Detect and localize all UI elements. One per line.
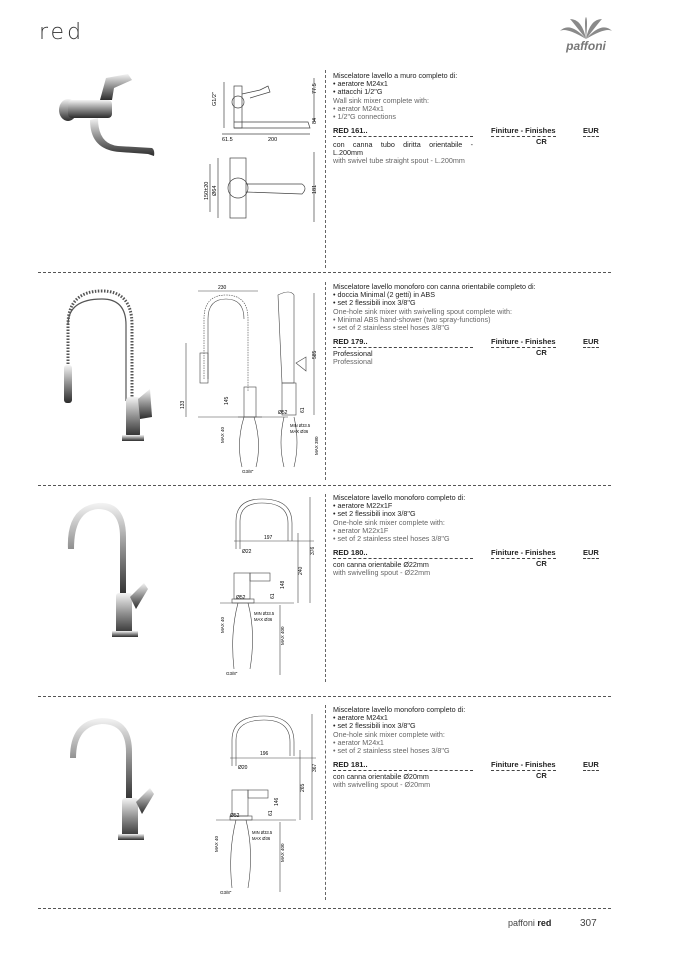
- dimension-label: 133: [180, 400, 186, 409]
- column-divider: [325, 494, 326, 682]
- dimension-label: 230: [218, 285, 227, 291]
- eur-header: EUR: [583, 337, 599, 346]
- description-en: One-hole sink mixer with swivelling spout complete with:: [333, 306, 512, 316]
- dimension-label: 367: [312, 763, 318, 772]
- feature-item: • set of 2 stainless steel hoses 3/8"G: [340, 747, 613, 755]
- feature-item: • aeratore M24x1: [340, 714, 613, 722]
- dimension-label: MIN Ø33.5: [254, 611, 275, 616]
- dimension-label: MIN Ø33.5: [290, 423, 311, 428]
- logo-fan-icon: [556, 17, 616, 41]
- dimension-label: 200: [268, 137, 278, 143]
- dimension-label: 84: [312, 117, 318, 124]
- product-code: RED 161..: [333, 126, 473, 137]
- finish-code: CR: [536, 348, 547, 357]
- dimension-label: 145: [224, 396, 230, 405]
- product-code: RED 179..: [333, 337, 473, 348]
- variant-en: with swivelling spout - Ø20mm: [333, 780, 431, 790]
- dimension-label: MIN Ø33.5: [252, 830, 273, 835]
- dimension-label: MAX 40: [214, 835, 219, 852]
- feature-item: • attacchi 1/2"G: [340, 88, 613, 96]
- dimension-label: 240: [298, 566, 304, 575]
- brand-logo: [556, 17, 616, 57]
- product-variant: [333, 561, 473, 577]
- dimension-label: 77.5: [312, 83, 318, 94]
- dimension-label: 376: [310, 546, 316, 555]
- dimension-label: 181: [312, 184, 318, 194]
- finishes-header: Finiture - Finishes: [491, 760, 556, 769]
- dimension-label: 146: [274, 797, 280, 806]
- dimension-label: MAX 400: [280, 843, 285, 862]
- dimension-label: Ø52: [278, 410, 288, 416]
- finish-code: CR: [536, 771, 547, 780]
- footer-brand-name: paffoni: [508, 918, 535, 928]
- variant-it: con canna orientabile Ø22mm: [333, 560, 429, 569]
- feature-item: • aerator M24x1: [340, 739, 613, 747]
- features-it: [333, 502, 613, 518]
- product-variant: [333, 350, 473, 366]
- dimension-label: MAX 400: [280, 626, 285, 645]
- feature-item: • set 2 flessibili inox 3/8"G: [340, 722, 613, 730]
- dimension-label: 150±20: [204, 181, 210, 200]
- feature-item: • 1/2"G connections: [340, 113, 613, 121]
- dimension-label: MAX Ø36: [290, 429, 309, 434]
- product-photo-red-181: [62, 712, 162, 852]
- product-description: [333, 72, 613, 121]
- description-en: Wall sink mixer complete with:: [333, 95, 429, 105]
- column-divider: [325, 705, 326, 900]
- collection-title: red: [39, 20, 85, 45]
- logo-text: paffoni: [566, 39, 606, 53]
- product-photo-red-179: [46, 285, 158, 447]
- dimension-label: MAX Ø36: [254, 617, 273, 622]
- dimension-label: G3/8": [242, 469, 254, 473]
- product-photo-red-180: [60, 497, 160, 647]
- product-variant: [333, 773, 473, 789]
- dimension-label: 197: [264, 535, 273, 541]
- dimension-label: 61: [300, 407, 306, 413]
- features-en: [333, 105, 613, 121]
- product-code: RED 181..: [333, 760, 473, 771]
- column-divider: [325, 282, 326, 480]
- dimension-label: Ø52: [236, 595, 246, 601]
- feature-item: • aeratore M22x1F: [340, 502, 613, 510]
- dimension-label: 196: [260, 751, 269, 757]
- feature-item: • aerator M22x1F: [340, 527, 613, 535]
- dimension-label: MAX 380: [314, 436, 319, 455]
- section-divider: [38, 485, 611, 486]
- description-en: One-hole sink mixer complete with:: [333, 729, 445, 739]
- dimension-label: MAX Ø36: [252, 836, 271, 841]
- description-it: Miscelatore lavello a muro completo di:: [333, 71, 458, 80]
- dimension-label: Ø64: [212, 185, 218, 196]
- technical-drawing-red-179: [178, 283, 323, 473]
- dimension-label: Ø20: [238, 765, 248, 771]
- dimension-label: G3/8": [226, 671, 238, 676]
- product-code: RED 180..: [333, 548, 473, 559]
- variant-it: con canna tubo diritta orientabile - L.200mm: [333, 140, 473, 158]
- finishes-header: Finiture - Finishes: [491, 548, 556, 557]
- dimension-label: MAX 40: [220, 616, 225, 633]
- eur-header: EUR: [583, 760, 599, 769]
- eur-header: EUR: [583, 548, 599, 557]
- features-en: [333, 316, 613, 332]
- finish-code: CR: [536, 137, 547, 146]
- feature-item: • set of 2 stainless steel hoses 3/8"G: [340, 535, 613, 543]
- product-description: [333, 283, 613, 332]
- dimension-label: G1/2": [212, 92, 218, 106]
- eur-header: EUR: [583, 126, 599, 135]
- finish-code: CR: [536, 559, 547, 568]
- product-description: [333, 706, 613, 755]
- section-divider: [38, 696, 611, 697]
- description-it: Miscelatore lavello monoforo completo di:: [333, 493, 466, 502]
- section-divider: [38, 272, 611, 273]
- technical-drawing-red-161: [198, 72, 323, 227]
- footer-line-name: red: [537, 918, 552, 928]
- dimension-label: 61: [268, 810, 274, 816]
- dimension-label: Ø52: [230, 813, 240, 819]
- features-en: [333, 527, 613, 543]
- description-en: One-hole sink mixer complete with:: [333, 517, 445, 527]
- variant-en: with swivel tube straight spout - L.200mm: [333, 156, 465, 166]
- footer-brand: [508, 918, 551, 928]
- features-it: [333, 714, 613, 730]
- variant-it: Professional: [333, 349, 373, 358]
- feature-item: • aerator M24x1: [340, 105, 613, 113]
- technical-drawing-red-181: [206, 706, 322, 896]
- dimension-label: 148: [280, 580, 286, 589]
- dimension-label: Ø22: [242, 549, 252, 555]
- variant-en: Professional: [333, 357, 373, 367]
- feature-item: • set 2 flessibili inox 3/8"G: [340, 299, 613, 307]
- dimension-label: G3/8": [220, 890, 232, 895]
- finishes-header: Finiture - Finishes: [491, 337, 556, 346]
- description-it: Miscelatore lavello monoforo completo di:: [333, 705, 466, 714]
- features-it: [333, 291, 613, 307]
- finishes-header: Finiture - Finishes: [491, 126, 556, 135]
- description-it: Miscelatore lavello monoforo con canna orientabile completo di:: [333, 282, 536, 291]
- dimension-label: 61: [270, 593, 276, 599]
- dimension-label: MAX 40: [220, 426, 225, 443]
- product-photo-red-161: [58, 70, 160, 162]
- feature-item: • aeratore M24x1: [340, 80, 613, 88]
- technical-drawing-red-180: [210, 493, 322, 679]
- variant-it: con canna orientabile Ø20mm: [333, 772, 429, 781]
- column-divider: [325, 70, 326, 268]
- feature-item: • set 2 flessibili inox 3/8"G: [340, 510, 613, 518]
- features-en: [333, 739, 613, 755]
- product-description: [333, 494, 613, 543]
- product-variant: [333, 141, 473, 166]
- variant-en: with swivelling spout - Ø22mm: [333, 568, 431, 578]
- page-number: 307: [580, 918, 597, 929]
- section-divider: [38, 908, 611, 909]
- features-it: [333, 80, 613, 96]
- dimension-label: 61.5: [222, 137, 233, 143]
- feature-item: • set of 2 stainless steel hoses 3/8"G: [340, 324, 613, 332]
- feature-item: • Minimal ABS hand-shower (two spray-functions): [340, 316, 613, 324]
- feature-item: • doccia Minimal (2 getti) in ABS: [340, 291, 613, 299]
- dimension-label: 585: [312, 350, 318, 359]
- dimension-label: 265: [300, 783, 306, 792]
